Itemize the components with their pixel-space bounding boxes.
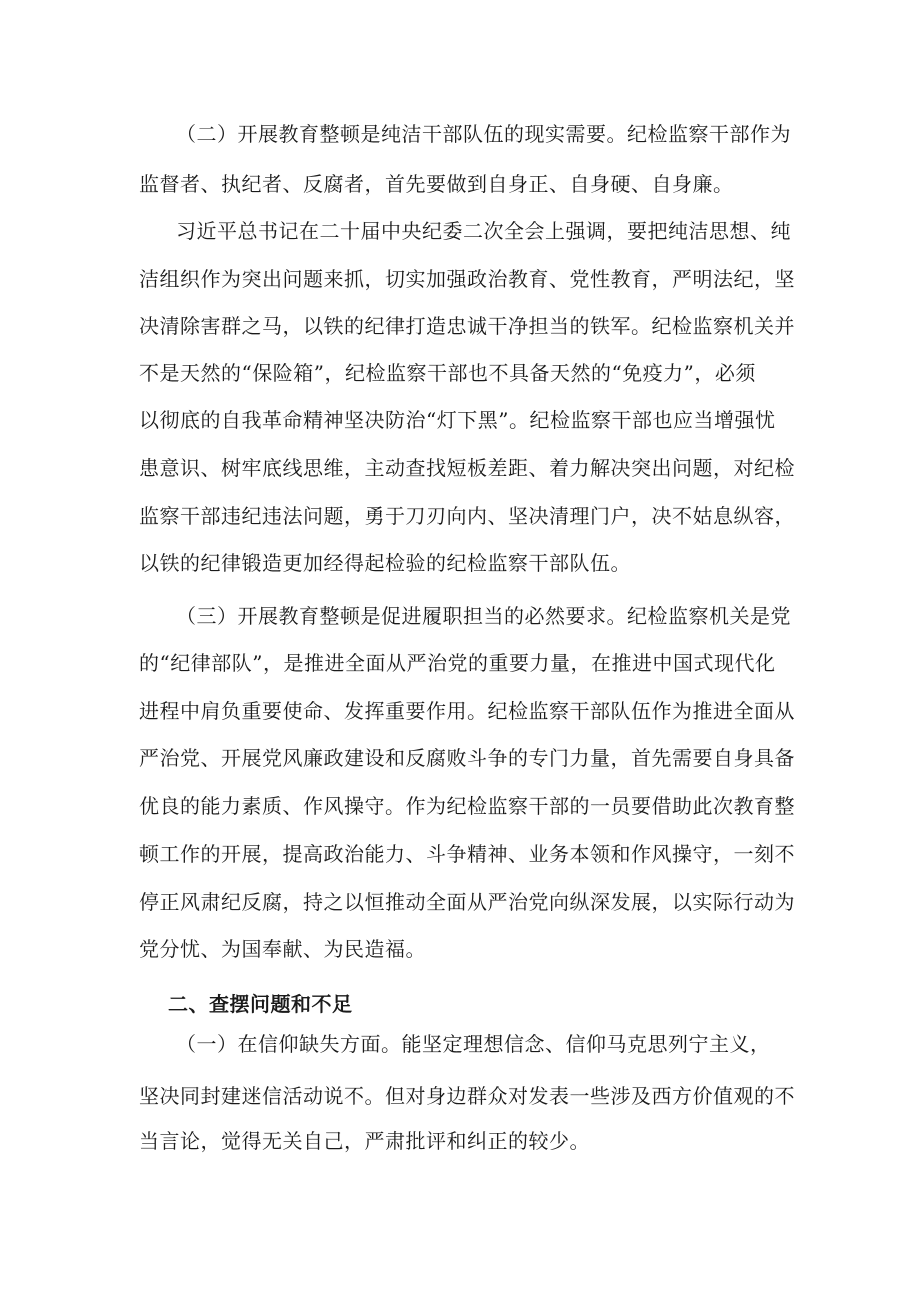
paragraph-line: （三）开展教育整顿是促进履职担当的必然要求。纪检监察机关是党 — [176, 604, 791, 628]
paragraph-line: 监督者、执纪者、反腐者，首先要做到自身正、自身硬、自身廉。 — [139, 172, 734, 196]
paragraph-line: （一）在信仰缺失方面。能坚定理想信念、信仰马克思列宁主义， — [176, 1032, 771, 1056]
paragraph-line: 患意识、树牢底线思维，主动查找短板差距、着力解决突出问题，对纪检 — [139, 456, 795, 480]
paragraph-line: 当言论，觉得无关自己，严肃批评和纠正的较少。 — [139, 1129, 590, 1153]
paragraph-line: 党分忧、为国奉献、为民造福。 — [139, 937, 426, 961]
paragraph-line: 习近平总书记在二十届中央纪委二次全会上强调，要把纯洁思想、纯 — [176, 219, 791, 243]
paragraph-line: 以铁的纪律锻造更加经得起检验的纪检监察干部队伍。 — [139, 551, 631, 575]
paragraph-line: 优良的能力素质、作风操守。作为纪检监察干部的一员要借助此次教育整 — [139, 794, 795, 818]
paragraph-line: （二）开展教育整顿是纯洁干部队伍的现实需要。纪检监察干部作为 — [176, 122, 791, 146]
paragraph-line: 监察干部违纪违法问题，勇于刀刃向内、坚决清理门户，决不姑息纵容， — [139, 504, 795, 528]
paragraph-line: 停正风肃纪反腐，持之以恒推动全面从严治党向纵深发展，以实际行动为 — [139, 890, 795, 914]
paragraph-line: 严治党、开展党风廉政建设和反腐败斗争的专门力量，首先需要自身具备 — [139, 746, 795, 770]
section-heading: 二、查摆问题和不足 — [168, 992, 353, 1016]
paragraph-line: 进程中肩负重要使命、发挥重要作用。纪检监察干部队伍作为推进全面从 — [139, 699, 795, 723]
paragraph-line: 以彻底的自我革命精神坚决防治“灯下黑”。纪检监察干部也应当增强忧 — [139, 408, 776, 432]
paragraph-line: 坚决同封建迷信活动说不。但对身边群众对发表一些涉及西方价值观的不 — [139, 1084, 795, 1108]
paragraph-line: 洁组织作为突出问题来抓，切实加强政治教育、党性教育，严明法纪，坚 — [139, 267, 795, 291]
paragraph-line: 顿工作的开展，提高政治能力、斗争精神、业务本领和作风操守，一刻不 — [139, 842, 795, 866]
paragraph-line: 决清除害群之马，以铁的纪律打造忠诚干净担当的铁军。纪检监察机关并 — [139, 314, 795, 338]
paragraph-line: 的“纪律部队”，是推进全面从严治党的重要力量，在推进中国式现代化 — [139, 651, 776, 675]
paragraph-line: 不是天然的“保险箱”，纪检监察干部也不具备天然的“免疫力”，必须 — [139, 361, 756, 385]
